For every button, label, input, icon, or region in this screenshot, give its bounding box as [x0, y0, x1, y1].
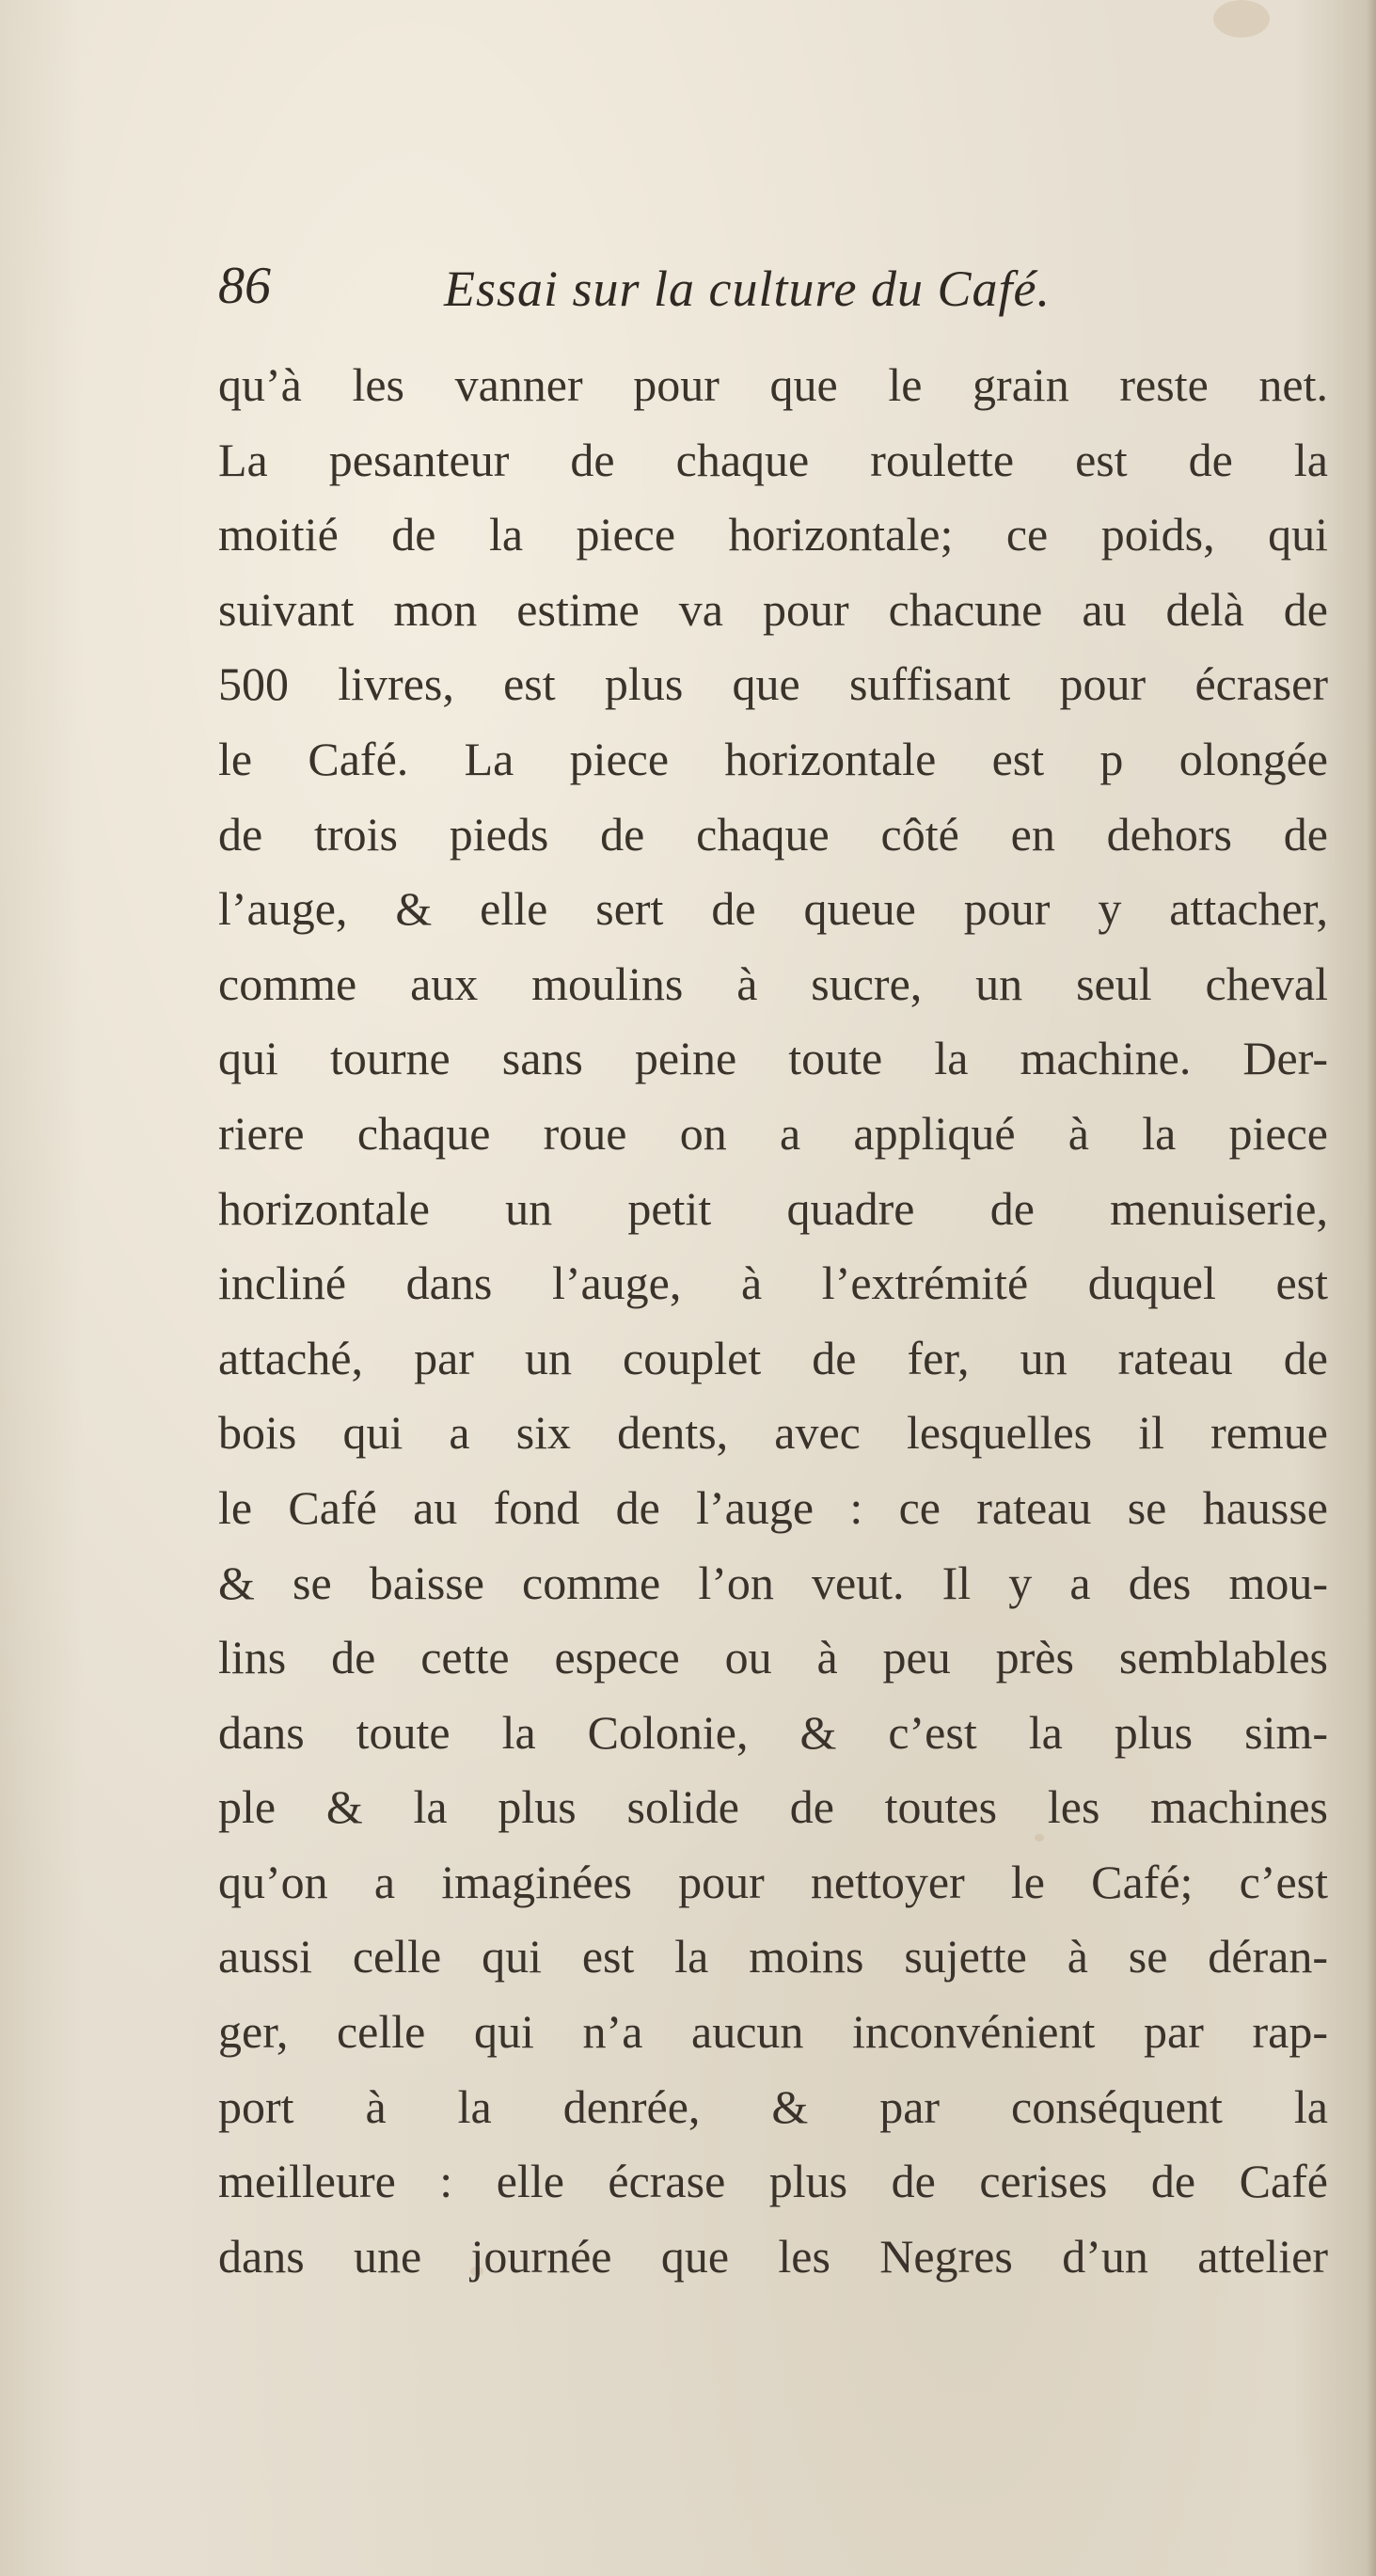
text-line: dans toute la Colonie, & c’est la plus sim-: [218, 1705, 1328, 1759]
text-line: bois qui a six dents, avec lesquelles il remue: [218, 1406, 1328, 1460]
text-line: comme aux moulins à sucre, un seul cheval: [218, 956, 1328, 1010]
paper-stain: [1213, 0, 1270, 38]
text-line: La pesanteur de chaque roulette est de la: [218, 433, 1328, 486]
text-line: & se baisse comme l’on veut. Il y a des mou-: [218, 1556, 1328, 1609]
text-line: port à la denrée, & par conséquent la: [218, 2079, 1328, 2133]
text-line: le Café. La piece horizontale est p olongée: [218, 732, 1328, 785]
text-line: lins de cette espece ou à peu près semblables: [218, 1631, 1328, 1684]
text-line: meilleure : elle écrase plus de cerises de Café: [218, 2155, 1328, 2208]
body-text: [218, 348, 1328, 2294]
text-line: riere chaque roue on a appliqué à la piece: [218, 1106, 1328, 1160]
text-line: horizontale un petit quadre de menuiserie,: [218, 1181, 1328, 1235]
text-line: le Café au fond de l’auge : ce rateau se hausse: [218, 1480, 1328, 1534]
text-line: qu’à les vanner pour que le grain reste net.: [218, 358, 1328, 411]
running-title: Essai sur la culture du Café.: [444, 261, 1051, 317]
text-line: suivant mon estime va pour chacune au delà de: [218, 582, 1328, 636]
text-line: 500 livres, est plus que suffisant pour écraser: [218, 657, 1328, 711]
text-line: dans une journée que les Negres d’un attelier: [218, 2229, 1328, 2283]
text-line: qu’on a imaginées pour nettoyer le Café; c’est: [218, 1855, 1328, 1908]
text-line: de trois pieds de chaque côté en dehors de: [218, 807, 1328, 861]
text-line: l’auge, & elle sert de queue pour y attacher,: [218, 882, 1328, 936]
text-line: ger, celle qui n’a aucun inconvénient par rap-: [218, 2005, 1328, 2059]
page-number: 86: [218, 257, 271, 315]
text-line: moitié de la piece horizontale; ce poids, qui: [218, 508, 1328, 561]
page-edge-shadow: [1367, 0, 1376, 2576]
text-line: incliné dans l’auge, à l’extrémité duquel est: [218, 1256, 1328, 1310]
text-line: qui tourne sans peine toute la machine. Der-: [218, 1032, 1328, 1085]
page-header: [218, 256, 1159, 322]
text-line: ple & la plus solide de toutes les machines: [218, 1780, 1328, 1834]
text-line: aussi celle qui est la moins sujette à se déran-: [218, 1930, 1328, 1983]
text-line: attaché, par un couplet de fer, un rateau de: [218, 1331, 1328, 1384]
